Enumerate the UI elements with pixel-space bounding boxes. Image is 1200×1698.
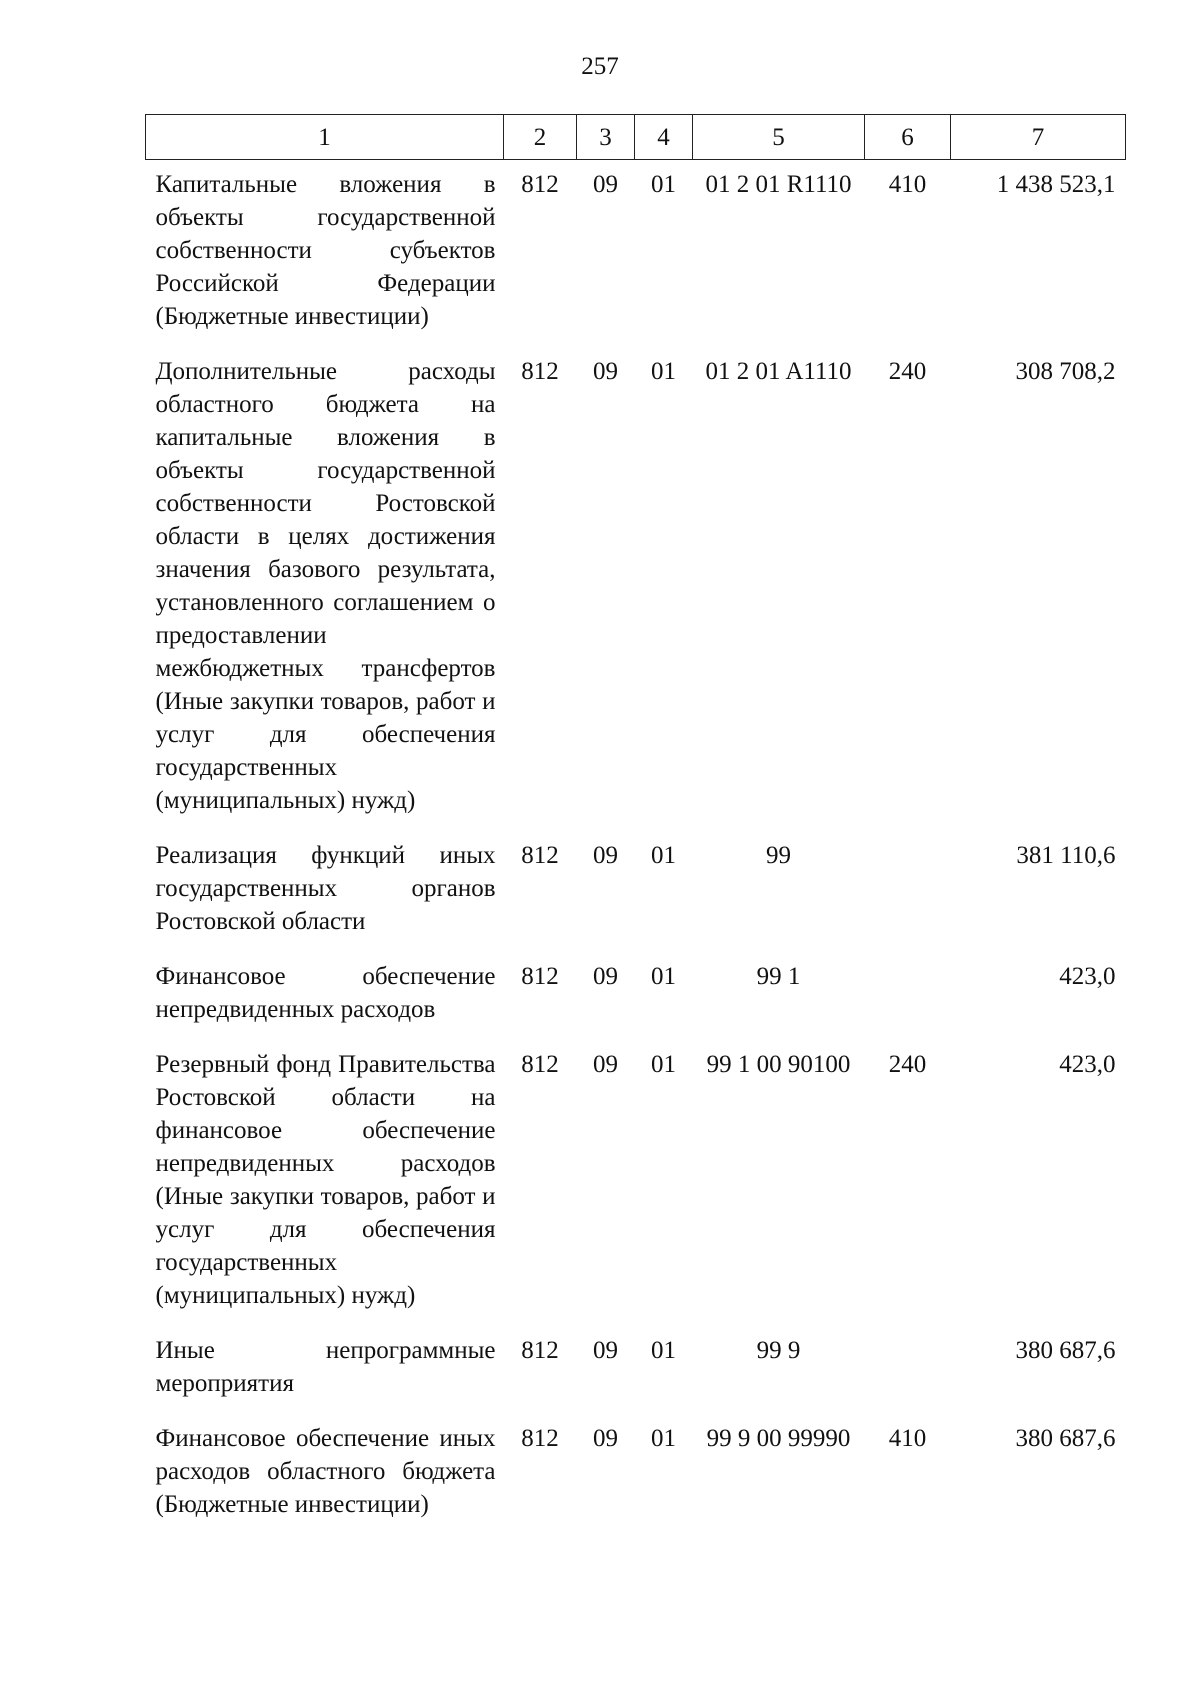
header-col-6: 6 bbox=[865, 115, 951, 160]
table-row bbox=[146, 347, 1126, 831]
row-csr: 99 9 00 99990 bbox=[706, 1425, 851, 1452]
table-row bbox=[146, 1326, 1126, 1414]
table-row bbox=[146, 1414, 1126, 1535]
row-name: Резервный фонд Правительства Ростовской области на финансовое обеспечение непредвиденных расходов (Иные закупки товаров, работ и услуг для обеспечения государственных (муниципальных) нужд) bbox=[155, 1051, 496, 1309]
table-row bbox=[146, 831, 1126, 952]
row-pr: 01 bbox=[651, 963, 676, 990]
row-vr: 410 bbox=[888, 1425, 927, 1452]
row-name: Капитальные вложения в объекты государственной собственности субъектов Российской Федерации (Бюджетные инвестиции) bbox=[155, 171, 496, 330]
row-vr bbox=[865, 1326, 951, 1414]
row-sum: 423,0 bbox=[1059, 963, 1116, 990]
row-sum: 308 708,2 bbox=[1015, 358, 1116, 385]
row-ved: 812 bbox=[521, 1051, 559, 1078]
row-csr: 99 bbox=[766, 842, 791, 869]
row-name: Дополнительные расходы областного бюджета на капитальные вложения в объекты государственной собственности Ростовской области в целях достижения значения базового результата, установленного соглашением о предоставлении межбюджетных трансфертов (Иные закупки товаров, работ и услуг для обеспечения государственных (муниципальных) нужд) bbox=[155, 358, 496, 814]
row-ved: 812 bbox=[521, 842, 559, 869]
row-rz: 09 bbox=[593, 1337, 618, 1364]
header-row bbox=[146, 115, 1126, 160]
row-rz: 09 bbox=[593, 1051, 618, 1078]
row-csr: 99 1 00 90100 bbox=[706, 1051, 851, 1078]
row-sum: 380 687,6 bbox=[1015, 1425, 1116, 1452]
row-csr: 99 1 bbox=[756, 963, 801, 990]
row-rz: 09 bbox=[593, 963, 618, 990]
row-rz: 09 bbox=[593, 1425, 618, 1452]
budget-table bbox=[145, 114, 1126, 1535]
header-col-5: 5 bbox=[693, 115, 865, 160]
header-col-7: 7 bbox=[951, 115, 1126, 160]
row-vr: 240 bbox=[888, 1051, 927, 1078]
row-vr: 240 bbox=[888, 358, 927, 385]
row-csr: 01 2 01 R1110 bbox=[705, 171, 852, 198]
row-rz: 09 bbox=[593, 358, 618, 385]
row-csr: 99 9 bbox=[756, 1337, 801, 1364]
header-col-2: 2 bbox=[504, 115, 577, 160]
row-pr: 01 bbox=[651, 1337, 676, 1364]
table-row bbox=[146, 952, 1126, 1040]
row-vr bbox=[865, 831, 951, 952]
page-number: 257 bbox=[581, 53, 619, 80]
row-ved: 812 bbox=[521, 171, 559, 198]
row-csr: 01 2 01 A1110 bbox=[705, 358, 852, 385]
row-rz: 09 bbox=[593, 171, 618, 198]
row-sum: 380 687,6 bbox=[1015, 1337, 1116, 1364]
header-col-1: 1 bbox=[146, 115, 504, 160]
row-sum: 1 438 523,1 bbox=[996, 171, 1116, 198]
table-row bbox=[146, 160, 1126, 348]
row-pr: 01 bbox=[651, 358, 676, 385]
table-row bbox=[146, 1040, 1126, 1326]
row-name: Иные непрограммные мероприятия bbox=[155, 1337, 496, 1397]
row-pr: 01 bbox=[651, 1051, 676, 1078]
row-name: Финансовое обеспечение иных расходов областного бюджета (Бюджетные инвестиции) bbox=[155, 1425, 496, 1518]
table-header bbox=[146, 115, 1126, 160]
row-ved: 812 bbox=[521, 1337, 559, 1364]
row-vr: 410 bbox=[888, 171, 927, 198]
row-ved: 812 bbox=[521, 1425, 559, 1452]
row-sum: 423,0 bbox=[1059, 1051, 1116, 1078]
row-pr: 01 bbox=[651, 842, 676, 869]
row-vr bbox=[865, 952, 951, 1040]
header-col-4: 4 bbox=[635, 115, 693, 160]
row-ved: 812 bbox=[521, 963, 559, 990]
row-pr: 01 bbox=[651, 171, 676, 198]
row-sum: 381 110,6 bbox=[1016, 842, 1116, 869]
row-pr: 01 bbox=[651, 1425, 676, 1452]
header-col-3: 3 bbox=[577, 115, 635, 160]
row-name: Реализация функций иных государственных органов Ростовской области bbox=[155, 842, 496, 935]
row-ved: 812 bbox=[521, 358, 559, 385]
row-rz: 09 bbox=[593, 842, 618, 869]
row-name: Финансовое обеспечение непредвиденных расходов bbox=[155, 963, 496, 1023]
